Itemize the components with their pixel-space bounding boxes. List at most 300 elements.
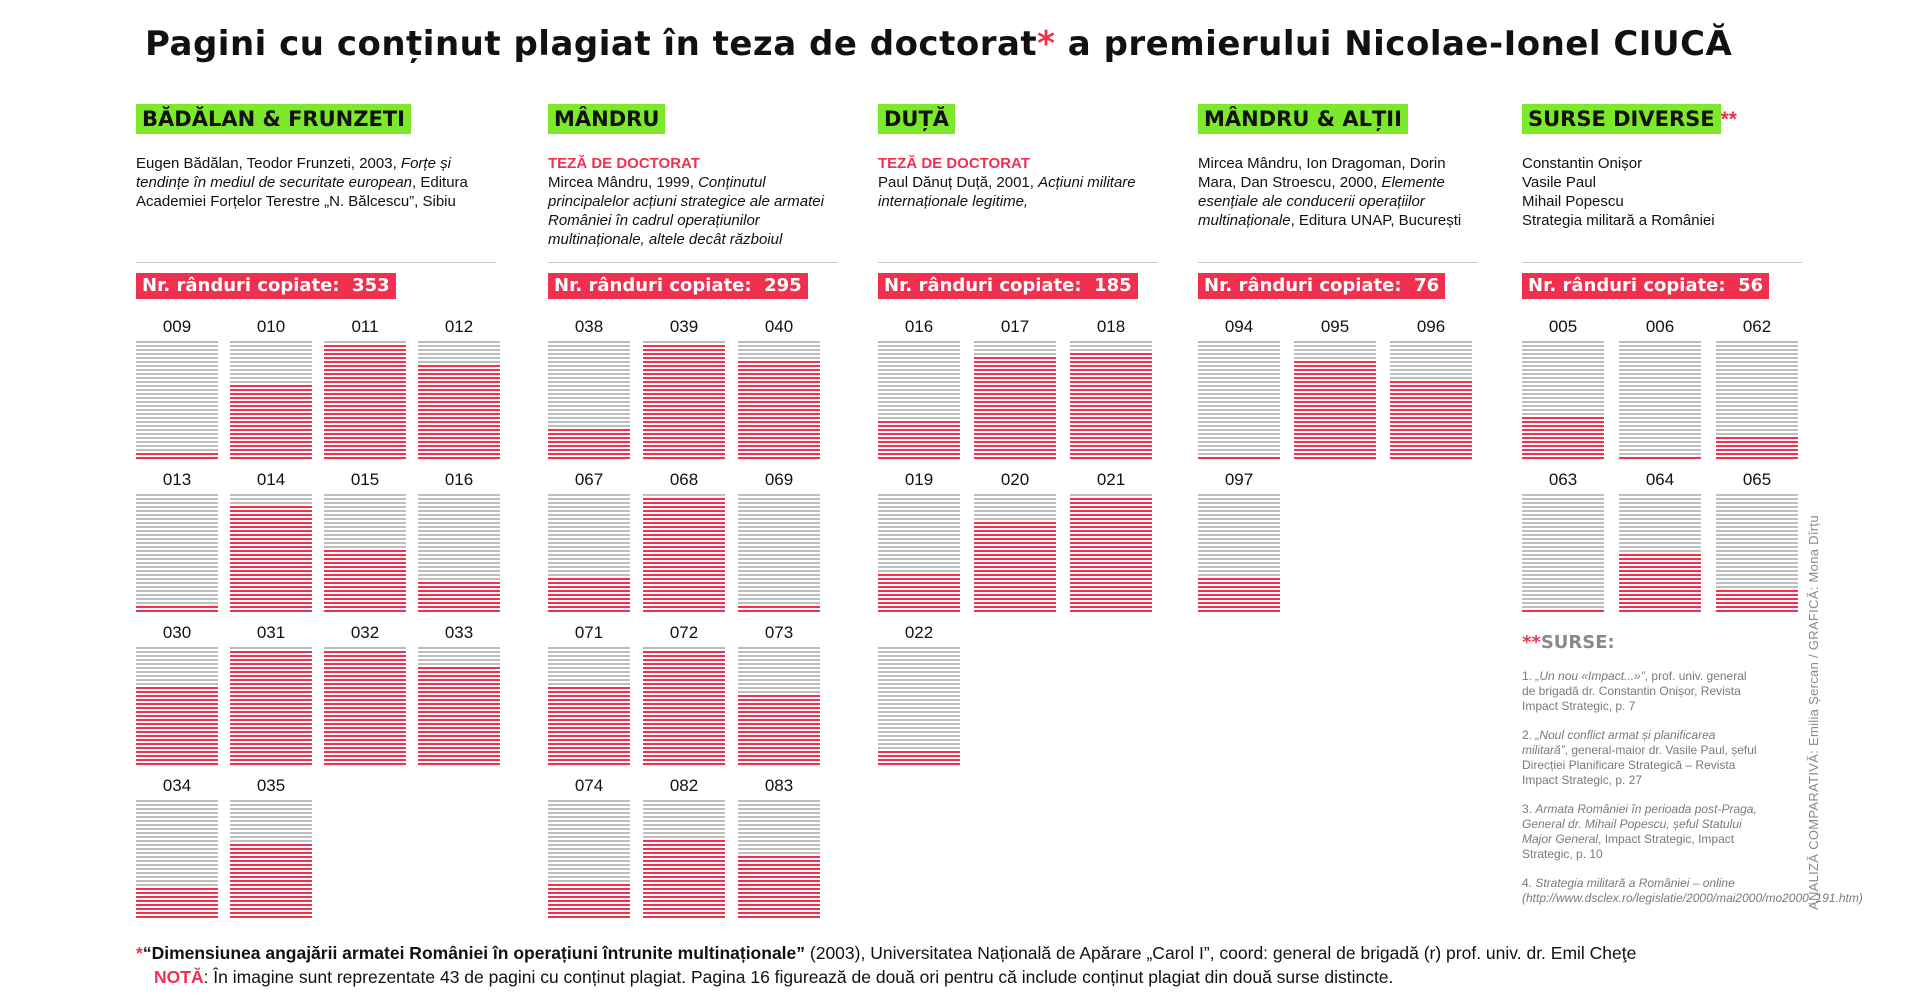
original-line [878,667,960,669]
copied-line [548,691,630,693]
copied-line [230,566,312,568]
original-line [738,546,820,548]
original-line [974,506,1056,508]
original-line [1619,353,1701,355]
copied-line [230,856,312,858]
copied-line [643,445,725,447]
original-line [974,349,1056,351]
copied-line [878,602,960,604]
copied-line [878,445,960,447]
copied-line [643,727,725,729]
copied-line [738,421,820,423]
copied-line [738,381,820,383]
source-num: 1. [1522,669,1536,683]
original-line [136,385,218,387]
copied-line [1294,445,1376,447]
copied-line [1390,457,1472,459]
copied-line [418,429,500,431]
page-number-label: 018 [1096,317,1126,336]
copied-line [1198,594,1280,596]
original-line [738,800,820,802]
original-line [1198,421,1280,423]
original-line [136,401,218,403]
copied-line [324,651,406,653]
copied-line [1070,582,1152,584]
original-line [136,514,218,516]
original-line [1522,534,1604,536]
copied-line [418,445,500,447]
source-item [1522,728,1762,788]
copied-line [324,574,406,576]
copied-line [324,598,406,600]
copied-line [643,651,725,653]
copied-line [738,413,820,415]
copied-line [1070,510,1152,512]
copied-line [643,663,725,665]
copied-line [1070,365,1152,367]
original-line [738,530,820,532]
copied-line [738,904,820,906]
copied-line [324,389,406,391]
original-line [136,860,218,862]
copied-line [324,667,406,669]
copied-line [643,421,725,423]
original-line [738,840,820,842]
original-line [1390,365,1472,367]
page-number-label: 030 [162,623,192,642]
copied-line [1619,457,1701,459]
copied-line [1070,401,1152,403]
copied-line [643,844,725,846]
page-block-068 [643,470,725,614]
copied-line [548,453,630,455]
original-line [643,647,725,649]
copied-line [1619,586,1701,588]
original-line [1522,602,1604,604]
copied-line [418,397,500,399]
original-line [878,546,960,548]
page-block-062 [1716,317,1798,461]
original-line [738,353,820,355]
copied-line [974,546,1056,548]
copied-line [643,385,725,387]
original-line [1522,397,1604,399]
copied-line [324,445,406,447]
page-number-label: 069 [764,470,794,489]
copied-line [974,590,1056,592]
copied-line [878,421,960,423]
original-line [136,812,218,814]
original-line [324,647,406,649]
original-line [974,498,1056,500]
copied-line [548,582,630,584]
copied-line [230,393,312,395]
copied-line [1070,574,1152,576]
original-line [878,417,960,419]
original-line [1619,369,1701,371]
page-lines-graphic [418,341,500,461]
original-line [1619,550,1701,552]
page-grid [1522,317,1802,623]
original-line [1619,546,1701,548]
original-line [548,405,630,407]
copied-line [548,590,630,592]
original-line [738,554,820,556]
copied-lines-count [548,273,808,299]
copied-line [136,457,218,459]
copied-line [230,534,312,536]
copied-line [738,610,820,612]
copied-line [1070,534,1152,536]
page-block-072 [643,623,725,767]
copied-line [230,884,312,886]
original-line [136,554,218,556]
original-line [136,675,218,677]
copied-line [738,373,820,375]
original-line [1619,494,1701,496]
copied-line [324,743,406,745]
copied-line [418,735,500,737]
copied-line [418,409,500,411]
original-line [136,820,218,822]
copied-line [1198,598,1280,600]
original-line [230,381,312,383]
original-line [418,510,500,512]
original-line [1198,522,1280,524]
original-line [548,353,630,355]
copied-line [1294,405,1376,407]
original-line [878,353,960,355]
copied-line [643,594,725,596]
copied-line [738,445,820,447]
original-line [1198,542,1280,544]
original-line [136,828,218,830]
count-value: 353 [352,275,390,296]
copied-line [230,727,312,729]
copied-line [230,687,312,689]
copied-line [974,457,1056,459]
copied-line [1070,381,1152,383]
copied-line [548,723,630,725]
copied-line [643,590,725,592]
original-line [418,558,500,560]
copied-line [1070,361,1152,363]
original-line [418,518,500,520]
copied-line [230,558,312,560]
copied-line [418,739,500,741]
original-line [548,671,630,673]
count-value: 295 [764,275,802,296]
copied-line [643,610,725,612]
copied-line [1070,590,1152,592]
original-line [878,675,960,677]
copied-line [1619,578,1701,580]
original-line [738,683,820,685]
original-line [738,586,820,588]
copied-line [548,703,630,705]
page-lines-graphic [738,647,820,767]
original-line [548,413,630,415]
original-line [738,667,820,669]
original-line [418,651,500,653]
copied-line [418,373,500,375]
original-line [1522,538,1604,540]
original-line [1619,522,1701,524]
original-line [136,574,218,576]
copied-line [548,441,630,443]
copied-line [878,763,960,765]
original-line [548,562,630,564]
copied-line [643,695,725,697]
copied-line [738,409,820,411]
original-line [1522,506,1604,508]
copied-line [643,369,725,371]
page-lines-graphic [1198,341,1280,461]
copied-line [643,606,725,608]
original-line [548,864,630,866]
original-line [1198,518,1280,520]
copied-line [136,695,218,697]
copied-line [974,582,1056,584]
page-number-label: 083 [764,776,794,795]
copied-line [643,880,725,882]
original-line [548,647,630,649]
page-block-033 [418,623,500,767]
copied-lines-count [136,273,396,299]
copied-line [738,860,820,862]
original-line [230,377,312,379]
copied-line [324,659,406,661]
original-line [1522,554,1604,556]
copied-line [643,409,725,411]
copied-line [324,671,406,673]
original-line [548,514,630,516]
copied-line [418,687,500,689]
original-line [738,671,820,673]
copied-line [974,558,1056,560]
copied-line [230,429,312,431]
copied-line [643,526,725,528]
original-line [878,651,960,653]
original-line [418,494,500,496]
original-line [136,393,218,395]
copied-line [418,453,500,455]
copied-line [230,413,312,415]
column-badalan-frunzeti [136,104,496,929]
original-line [418,647,500,649]
page-block-035 [230,776,312,920]
page-number-label: 022 [904,623,934,642]
copied-line [1522,445,1604,447]
copied-line [974,566,1056,568]
original-line [1198,353,1280,355]
original-line [1294,341,1376,343]
copied-line [974,606,1056,608]
original-line [548,502,630,504]
copied-line [878,751,960,753]
original-line [418,361,500,363]
original-line [548,530,630,532]
page-lines-graphic [136,800,218,920]
original-line [878,361,960,363]
copied-line [738,699,820,701]
copied-line [418,707,500,709]
copied-line [230,848,312,850]
original-line [878,498,960,500]
original-line [1716,554,1798,556]
original-line [878,683,960,685]
original-line [738,562,820,564]
copied-line [1716,610,1798,612]
page-number-label: 063 [1548,470,1578,489]
copied-line [974,594,1056,596]
copied-line [643,900,725,902]
copied-line [230,876,312,878]
page-number-label: 006 [1645,317,1675,336]
original-line [548,377,630,379]
copied-line [418,441,500,443]
original-line [1716,373,1798,375]
original-line [878,695,960,697]
original-line [1522,349,1604,351]
copied-line [324,550,406,552]
copied-line [324,715,406,717]
copied-line [230,562,312,564]
copied-line [230,723,312,725]
copied-line [136,912,218,914]
copied-line [643,538,725,540]
original-line [324,526,406,528]
copied-line [230,759,312,761]
copied-line [738,405,820,407]
copied-line [738,425,820,427]
copied-line [1070,550,1152,552]
copied-line [974,610,1056,612]
original-line [1198,546,1280,548]
original-line [1716,542,1798,544]
copied-line [1294,425,1376,427]
original-line [878,409,960,411]
copied-line [878,594,960,596]
original-line [1522,341,1604,343]
original-line [1619,413,1701,415]
original-line [136,345,218,347]
original-line [548,341,630,343]
copied-line [230,397,312,399]
original-line [418,578,500,580]
original-line [548,381,630,383]
copied-line [643,365,725,367]
original-line [136,373,218,375]
copied-line [548,695,630,697]
copied-line [1070,586,1152,588]
original-line [1716,433,1798,435]
copied-line [974,357,1056,359]
original-line [230,357,312,359]
original-line [1716,413,1798,415]
copied-line [1619,582,1701,584]
copied-line [230,683,312,685]
original-line [548,417,630,419]
original-line [548,570,630,572]
copied-line [974,429,1056,431]
original-line [548,812,630,814]
original-line [136,667,218,669]
original-line [136,562,218,564]
copied-line [418,598,500,600]
original-line [136,840,218,842]
original-line [1716,397,1798,399]
original-line [878,385,960,387]
copied-line [643,659,725,661]
original-line [418,498,500,500]
copied-line [1390,393,1472,395]
copied-line [230,441,312,443]
original-line [548,675,630,677]
original-line [136,647,218,649]
page-lines-graphic [230,341,312,461]
copied-line [1070,610,1152,612]
copied-line [1070,602,1152,604]
original-line [324,494,406,496]
original-line [738,574,820,576]
original-line [136,361,218,363]
original-line [136,852,218,854]
copied-line [643,602,725,604]
original-line [136,534,218,536]
copied-line [324,751,406,753]
page-block-013 [136,470,218,614]
copied-line [324,385,406,387]
copied-line [643,413,725,415]
original-line [548,844,630,846]
original-line [1390,369,1472,371]
original-line [878,341,960,343]
page-lines-graphic [136,647,218,767]
page-lines-graphic [324,494,406,614]
original-line [1716,417,1798,419]
original-line [643,800,725,802]
copied-line [1390,445,1472,447]
original-line [548,683,630,685]
divider [1522,262,1802,263]
copied-line [418,610,500,612]
copied-line [643,655,725,657]
copied-line [643,357,725,359]
page-lines-graphic [643,647,725,767]
original-line [418,530,500,532]
copied-line [878,610,960,612]
original-line [1716,429,1798,431]
copied-line [230,896,312,898]
desc-plain: Constantin Onișor Vasile Paul Mihail Popescu Strategia militară a României [1522,155,1715,229]
original-line [1716,389,1798,391]
original-line [136,409,218,411]
copied-line [324,345,406,347]
original-line [230,353,312,355]
copied-line [324,699,406,701]
original-line [548,836,630,838]
original-line [418,522,500,524]
original-line [1522,389,1604,391]
page-lines-graphic [738,494,820,614]
copied-line [974,441,1056,443]
copied-line [230,667,312,669]
original-line [1198,538,1280,540]
original-line [1522,522,1604,524]
copied-line [738,715,820,717]
original-line [418,353,500,355]
